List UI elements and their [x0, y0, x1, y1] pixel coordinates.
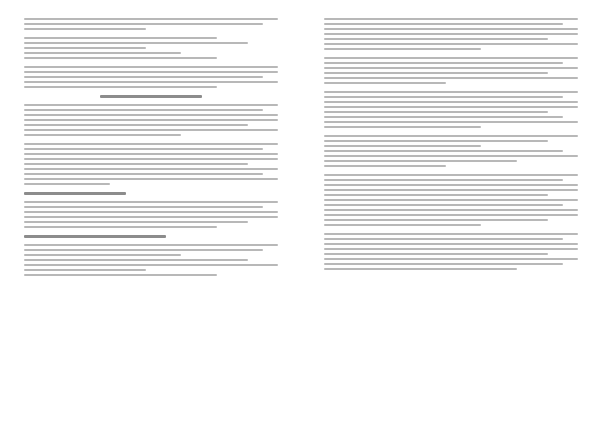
text-block — [24, 66, 278, 88]
text-block — [24, 143, 278, 185]
text-block — [24, 104, 278, 136]
left-column — [24, 18, 278, 283]
section-heading — [100, 95, 202, 98]
text-block — [24, 201, 278, 228]
right-column — [324, 18, 578, 277]
text-block — [324, 57, 578, 84]
section-heading — [24, 192, 126, 195]
text-block — [24, 18, 278, 30]
list-block — [24, 37, 278, 59]
text-block — [324, 174, 578, 226]
text-block — [324, 91, 578, 128]
text-block — [324, 233, 578, 270]
list-block — [24, 244, 278, 276]
section-heading — [24, 235, 166, 238]
dialogue-block — [324, 135, 578, 167]
text-block — [324, 18, 578, 50]
